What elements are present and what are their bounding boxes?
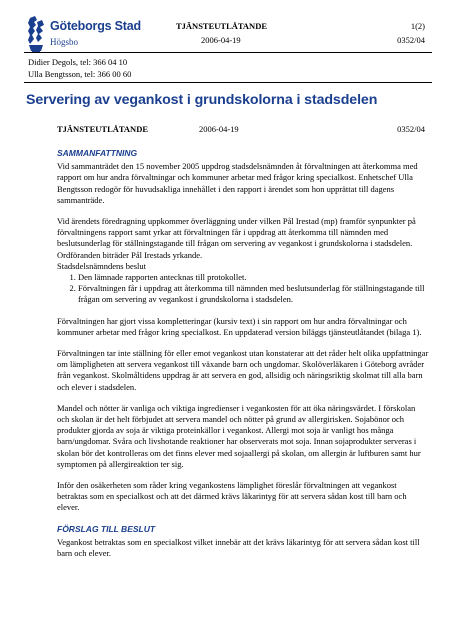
proposal-heading: FÖRSLAG TILL BESLUT	[57, 523, 156, 534]
summary-paragraph: Förvaltningen tar inte ställning för eller emot vegankost utan konstaterar att det råder helt olika uppfattningar om lämpligheten att servera vegankost till växande barn och ungdomar. Skolöverläkaren i Göteborg avråder från vegankost. Skolmåltidens uppdrag är att servera en god, allsidig och näringsriktig skolmat till alla barn och elever i stadsdelen.	[57, 348, 429, 392]
logo-district: Högsbo	[50, 37, 79, 47]
contacts-divider	[24, 82, 432, 83]
meta-doc-type: TJÄNSTEUTLÅTANDE	[57, 124, 149, 134]
decision-item: 2. Förvaltningen får i uppdrag att återkomma till nämnden med beslutsunderlag för ställningstagande till frågan om servering av vegankost i grundskolorna i stadsdelen.	[78, 283, 429, 305]
summary-paragraph: Förvaltningen har gjort vissa kompletteringar (kursiv text) i sin rapport om hur andra förvaltningar och kommuner arbetar med frågor kring specialkost. En uppdaterad version biläggs tjänsteutlåtandet (bilaga 1).	[57, 315, 422, 337]
meta-doc-number: 0352/04	[397, 124, 425, 134]
contact-line: Ulla Bengtsson, tel: 366 00 60	[28, 69, 132, 79]
header-divider	[24, 52, 432, 53]
summary-paragraph: Mandel och nötter är vanliga och viktiga ingredienser i vegankosten för att öka näringsvärdet. I förskolan och skolan är det helt förbjudet att servera mandel och nötter på grund av allergirisken. Sojabönor och produkter gjorda av soja är viktiga proteinkällor i vegankost. Allergi mot soja är vanligt hos många barn/ungdomar. Svåra och livshotande reaktioner har observerats mot soja. Innan sojaprodukter serveras i skolan bör det kontrolleras om det finns elever med sojaallergi på skolan, om allergin är luftburen samt hur symptomen på allergireaktion ter sig.	[57, 402, 421, 469]
summary-heading: SAMMANFATTNING	[57, 148, 138, 158]
decision-item: 1. Den lämnade rapporten antecknas till protokollet.	[78, 272, 429, 283]
summary-paragraph: Vid ärendets föredragning uppkommer överläggning under vilken Pål Irestad (mp) framför synpunkter på förvaltningens rapport samt yrkar att förvaltningen får i uppdrag att återkomma till nämnden med beslutsunderlag för ställningstagande till frågan om servering av vegankost i grundskolorna i stadsdelen. Ordföranden biträder Pål Irestads yrkande.	[57, 216, 416, 260]
document-body	[57, 148, 429, 569]
decision-list	[57, 272, 429, 306]
meta-date: 2006-04-19	[199, 124, 239, 134]
logo-name: Göteborgs Stad	[50, 19, 141, 33]
decision-intro: Stadsdelsnämndens beslut	[57, 260, 147, 271]
summary-paragraph: Vid sammanträdet den 15 november 2005 uppdrog stadsdelsnämnden åt förvaltningen att återkomma med rapport om hur andra förvaltningar och kommuner arbetar med frågor kring specialkost. Enhetschef Ulla Bengtsson redogör för huvudsakliga innehållet i den rapport i ärendet som hon upprättat till dagens sammanträde.	[57, 161, 418, 205]
header-doc-type: TJÄNSTEUTLÅTANDE	[176, 21, 268, 31]
summary-paragraph: Inför den osäkerheten som råder kring vegankostens lämplighet föreslår förvaltningen att vegankost betraktas som en specialkost och att det därmed krävs läkarintyg för att servera sådan kost till barn och elever.	[57, 480, 407, 513]
contact-line: Didier Degols, tel: 366 04 10	[28, 57, 128, 67]
lion-crest-icon	[26, 16, 46, 54]
page-title: Servering av vegankost i grundskolorna i stadsdelen	[26, 92, 378, 108]
header-doc-number: 0352/04	[397, 35, 425, 45]
header-page-number: 1(2)	[410, 21, 425, 31]
header-date: 2006-04-19	[201, 35, 241, 45]
proposal-text: Vegankost betraktas som en specialkost vilket innebär att det krävs läkarintyg för att servera sådan kost till barn och elever.	[57, 536, 420, 559]
